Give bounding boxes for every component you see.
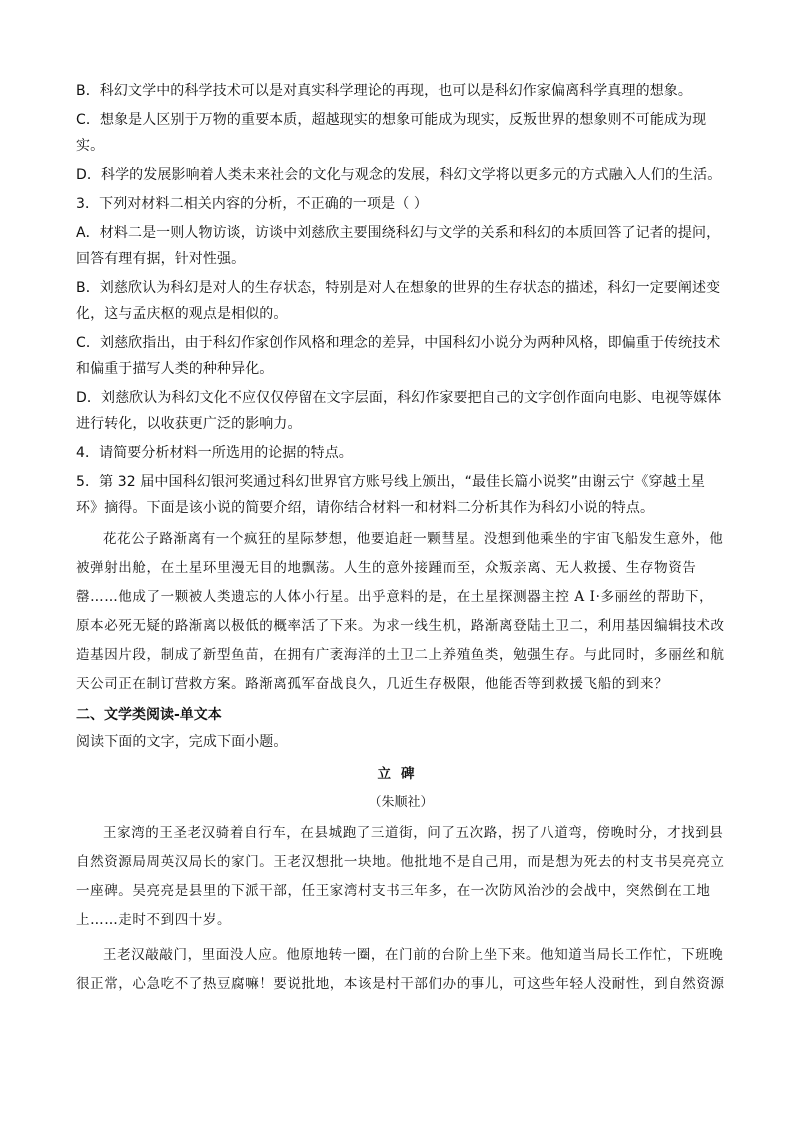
q2-option-b: B．科幻文学中的科学技术可以是对真实科学理论的再现，也可以是科幻作家偏离科学真理的想象。: [76, 83, 693, 99]
story-paragraph: 王家湾的王圣老汉骑着自行车，在县城跑了三道街，问了五次路，拐了八道弯，傍晚时分，才找到县自然资源局周英汉局长的家门。王老汉想批一块地。他批地不是自己用，而是想为死去的村支书吴亮亮立一座碑。吴亮亮是县里的下派干部，任王家湾村支书三年多，在一次防风治沙的会战中，突然倒在工地上……走时不到四十岁。: [76, 825, 725, 928]
q3-option-d: D．刘慈欣认为科幻文化不应仅仅停留在文字层面，科幻作家要把自己的文字创作面向电影、电视等媒体进行转化，以收获更广泛的影响力。: [76, 390, 722, 432]
document-content: [76, 78, 726, 999]
novel-summary: 花花公子路渐离有一个疯狂的星际梦想，他要追赶一颗彗星。没想到他乘坐的宇宙飞船发生意外，他被弹射出舱，在土星环里漫无目的地飘荡。人生的意外接踵而至，众叛亲离、无人救援、生存物资告罄……他成了一颗被人类遗忘的人体小行星。出乎意料的是，在土星探测器主控 A I·多丽丝的帮助下，原本必死无疑的路渐离以极低的概率活了下来。为求一线生机，路渐离登陆土卫二，利用基因编辑技术改造基因片段，制成了新型鱼苗，在拥有广袤海洋的土卫二上养殖鱼类，勉强生存。与此同时，多丽丝和航天公司正在制订营救方案。路渐离孤军奋战良久，几近生存极限，他能否等到救援飞船的到来？: [76, 531, 725, 692]
section-heading: 二、文学类阅读-单文本: [76, 707, 222, 723]
q3-option-b: B．刘慈欣认为科幻是对人的生存状态，特别是对人在想象的世界的生存状态的描述，科幻一定要阐述变化，这与孟庆枢的观点是相似的。: [76, 280, 721, 322]
q3-stem: 3．下列对材料二相关内容的分析，不正确的一项是（ ）: [76, 196, 428, 212]
section-instruction: 阅读下面的文字，完成下面小题。: [76, 734, 288, 750]
q5-stem: 5．第 32 届中国科幻银河奖通过科幻世界官方账号线上颁出，“最佳长篇小说奖”由谢云宁《穿越土星环》摘得。下面是该小说的简要介绍，请你结合材料一和材料二分析其作为科幻小说的特点。: [76, 474, 705, 516]
q3-option-a: A．材料二是一则人物访谈，访谈中刘慈欣主要围绕科幻与文学的关系和科幻的本质回答了记者的提问，回答有理有据，针对性强。: [76, 225, 721, 267]
story-title: 立碑: [377, 766, 425, 782]
q2-option-c: C．想象是人区别于万物的重要本质，超越现实的想象可能成为现实，反叛世界的想象则不可能成为现实。: [76, 112, 707, 154]
q2-option-d: D．科学的发展影响着人类未来社会的文化与观念的发展，科幻文学将以更多元的方式融入人们的生活。: [76, 167, 722, 183]
story-paragraph: 王老汉敲敲门，里面没人应。他原地转一圈，在门前的台阶上坐下来。他知道当局长工作忙，下班晚很正常，心急吃不了热豆腐嘛！要说批地，本该是村干部们办的事儿，可这些年轻人没耐性，到自然资源: [76, 947, 725, 992]
story-author: （朱顺社）: [368, 795, 434, 810]
q4-stem: 4．请简要分析材料一所选用的论据的特点。: [76, 445, 353, 461]
q3-option-c: C．刘慈欣指出，由于科幻作家创作风格和理念的差异，中国科幻小说分为两种风格，即偏重于传统技术和偏重于描写人类的种种异化。: [76, 335, 721, 377]
